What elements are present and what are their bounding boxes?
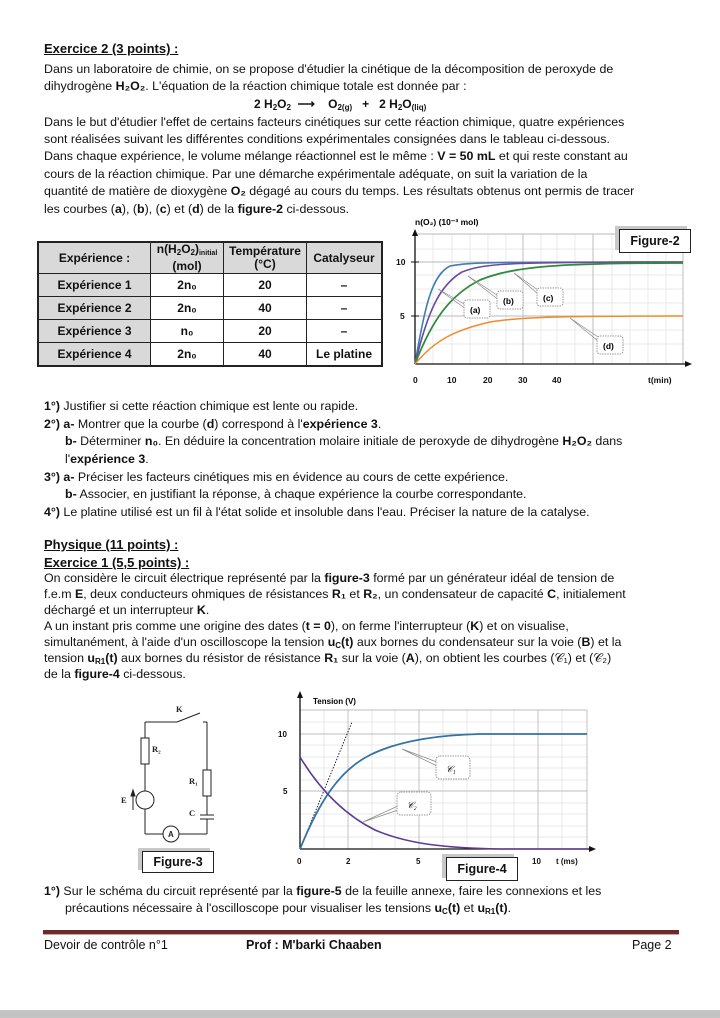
r1-label: R₁ [189,776,198,786]
svg-text:t (ms): t (ms) [556,857,578,866]
footer-author: Prof : M'barki Chaaben [246,938,382,952]
switch-k [177,713,200,722]
svg-text:10: 10 [447,375,457,385]
phys-intro-line: tension $u_{R1}(t)$ aux bornes du résistor de résistance R₁ sur la voie (A), on obtient les courbes (𝒞₁) et (𝒞₂) [44,651,612,666]
chem-question-3b: b- Associer, en justifiant la réponse, à chaque expérience la courbe correspondante. [65,487,527,501]
a-label: A [168,830,174,839]
svg-text:10: 10 [278,730,287,739]
curve-label-c: (c) [543,293,554,303]
phys-intro-line: déchargé et un interrupteur K. [44,603,210,617]
table-cell: Expérience 3 [38,320,151,343]
footer-page: Page 2 [632,938,672,952]
table-cell: – [307,274,383,297]
curve-label-b: (b) [503,296,514,306]
table-cell: Expérience 1 [38,274,151,297]
svg-text:10: 10 [532,857,541,866]
phys-intro-line: simultanément, à l'aide d'un oscilloscope la tension $u_C(t)$ aux bornes du condensateur sur la voie (B) et la [44,635,622,650]
e-label: E [121,795,127,805]
footer-left: Devoir de contrôle n°1 [44,938,168,952]
chem-intro-line: Dans un laboratoire de chimie, on se propose d'étudier la cinétique de la décomposition de peroxyde de [44,62,614,76]
table-cell: 2n₀ [151,297,224,320]
phys-question-1-cont: précautions nécessaire à l'oscilloscope pour visualiser les tensions $u_C(t)$ et $u_{R1}(t)$. [65,901,512,916]
table-cell: 20 [224,274,307,297]
table-cell: – [307,320,383,343]
svg-text:10: 10 [396,257,406,267]
chem-intro-line: cours de la réaction chimique. Par une démarche expérimentale adéquate, on suit la variation de la [44,167,588,181]
page-bottom-edge [0,1010,720,1018]
table-cell: 2n₀ [151,343,224,367]
chem-exercise-title: Exercice 2 (3 points) : [44,41,179,56]
footer-divider [43,930,679,935]
chem-question-4: 4°) Le platine utilisé est un fil à l'état solide et insoluble dans l'eau. Préciser la nature de la catalyse. [44,505,590,519]
physics-section-title: Physique (11 points) : [44,537,179,552]
chem-intro-line: dihydrogène H₂O₂. L'équation de la réaction chimique totale est donnée par : [44,79,467,93]
phys-intro-line: f.e.m E, deux conducteurs ohmiques de résistances R₁ et R₂, un condensateur de capacité C, initialement [44,587,626,601]
figure-3-circuit [110,700,230,850]
phys-intro-line: On considère le circuit électrique représenté par la figure-3 formé par un générateur idéal de tension de [44,571,615,585]
curve-label-a: (a) [470,305,481,315]
figure-3-label: Figure-3 [142,851,214,873]
table-header: Expérience : [38,242,151,274]
curve-d [415,316,683,364]
table-header: Catalyseur [307,242,383,274]
switch-label: K [176,704,183,714]
svg-text:2: 2 [346,857,351,866]
curve-label-d: (d) [603,341,614,351]
chem-question-2a: 2°) a- Montrer que la courbe (d) correspond à l'expérience 3. [44,417,382,431]
y-axis-label: Tension (V) [313,697,356,706]
svg-text:0: 0 [413,375,418,385]
table-header: $n(H_2O_2)_{initial}$ (mol) [151,242,224,274]
chem-question-2b-cont: l'expérience 3. [65,452,149,466]
resistor-r1 [203,770,211,796]
chem-question-2b: b- Déterminer n₀. En déduire la concentration molaire initiale de peroxyde de dihydrogène H₂O₂ dans [65,434,623,448]
table-row [38,297,382,320]
table-header: Température (°C) [224,242,307,274]
table-cell: – [307,297,383,320]
table-header-row [38,242,382,274]
table-cell: n₀ [151,320,224,343]
table-cell: 20 [224,320,307,343]
svg-text:5: 5 [416,857,421,866]
svg-text:5: 5 [400,311,405,321]
table-cell: Expérience 4 [38,343,151,367]
experiments-table [37,241,383,367]
svg-text:20: 20 [483,375,493,385]
curve-b [415,262,683,364]
reaction-equation: 2 $H_2O_2$ ⟶ $O_{2(g)} + 2$ $H_2O_{(liq)}$ [254,97,427,112]
svg-text:40: 40 [552,375,562,385]
chem-intro-line: Dans le but d'étudier l'effet de certains facteurs cinétiques sur cette réaction chimique, quatre expériences [44,115,625,129]
curve-c [415,263,683,364]
svg-text:30: 30 [518,375,528,385]
table-row [38,274,382,297]
table-cell: 2n₀ [151,274,224,297]
figure-4-chart [270,685,600,875]
curve-label-c2: 𝒞₂ [407,800,417,810]
svg-text:0: 0 [297,857,302,866]
table-cell: Le platine [307,343,383,367]
chem-question-3a: 3°) a- Préciser les facteurs cinétiques mis en évidence au cours de cette expérience. [44,470,509,484]
generator-e [136,791,154,809]
physics-exercise-title: Exercice 1 (5,5 points) : [44,555,190,570]
r2-label: R₂ [152,744,161,754]
curve-c1 [300,734,587,849]
table-cell: 40 [224,297,307,320]
figure-4-label: Figure-4 [446,857,518,881]
phys-question-1: 1°) Sur le schéma du circuit représenté par la figure-5 de la feuille annexe, faire les connexions et les [44,884,602,898]
y-axis-label: n(O₂) (10⁻³ mol) [415,217,479,227]
figure-2-label: Figure-2 [619,229,691,253]
c-label: C [189,808,196,818]
resistor-r2 [141,738,149,764]
chem-question-1: 1°) Justifier si cette réaction chimique est lente ou rapide. [44,399,359,413]
table-cell: Expérience 2 [38,297,151,320]
chem-intro-line: quantité de matière de dioxygène O₂ dégagé au cours du temps. Les résultats obtenus ont permis de tracer [44,184,635,198]
phys-intro-line: A un instant pris comme une origine des dates (t = 0), on ferme l'interrupteur (K) et on visualise, [44,619,569,633]
svg-text:5: 5 [283,787,288,796]
table-row [38,320,382,343]
phys-intro-line: de la figure-4 ci-dessous. [44,667,186,681]
table-row [38,343,382,367]
table-cell: 40 [224,343,307,367]
chem-intro-line: sont réalisées suivant les différentes conditions expérimentales consignées dans le tableau ci-dessous. [44,132,610,146]
curve-label-c1: 𝒞₁ [446,764,456,774]
svg-text:t(min): t(min) [648,375,672,385]
chem-intro-line: les courbes (a), (b), (c) et (d) de la figure-2 ci-dessous. [44,202,350,216]
chem-intro-line: Dans chaque expérience, le volume mélange réactionnel est le même : V = 50 mL et qui reste constant au [44,149,628,163]
